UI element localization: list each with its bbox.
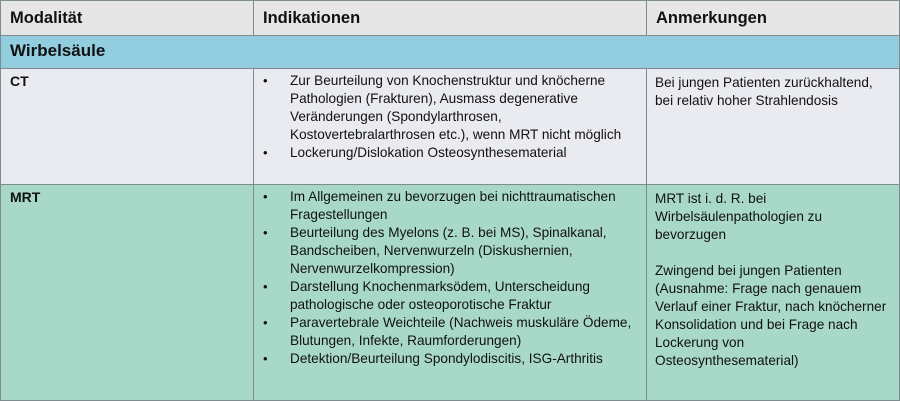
note-text: Zwingend bei jungen Patienten (Ausnahme: Frage nach genauem Verlauf einer Fraktur, nach knöcherner Konsolidation und bei Frage nach Lockerung von Osteosynthesematerial) [655, 263, 887, 368]
modality-mrt: MRT [1, 185, 254, 401]
table-row [1, 69, 900, 185]
table-row [1, 185, 900, 401]
list-item: • Paravertebrale Weichteile (Nachweis muskuläre Ödeme, Blutungen, Infekte, Raumforderungen) [254, 314, 646, 350]
note-text: Bei jungen Patienten zurückhaltend, bei relativ hoher Strahlendosis [655, 75, 873, 108]
indications-list [254, 185, 646, 368]
list-item: • Beurteilung des Myelons (z. B. bei MS), Spinalkanal, Bandscheiben, Nervenwurzeln (Diskushernien, Nervenwurzelkompression) [254, 224, 646, 278]
section-title: Wirbelsäule [1, 36, 900, 69]
list-item: • Detektion/Beurteilung Spondylodiscitis, ISG-Arthritis [254, 350, 646, 368]
header-indications: Indikationen [254, 1, 647, 36]
indications-cell [254, 69, 647, 185]
list-item: • Darstellung Knochenmarksödem, Unterscheidung pathologische oder osteoporotische Fraktur [254, 278, 646, 314]
notes-cell [647, 185, 900, 401]
section-row [1, 36, 900, 69]
header-modality: Modalität [1, 1, 254, 36]
list-item: • Lockerung/Dislokation Osteosynthesematerial [254, 144, 646, 162]
note-text: MRT ist i. d. R. bei Wirbelsäulenpathologien zu bevorzugen [655, 191, 823, 242]
header-row [1, 1, 900, 36]
header-notes: Anmerkungen [647, 1, 900, 36]
indications-cell [254, 185, 647, 401]
indications-list [254, 69, 646, 162]
list-item: • Zur Beurteilung von Knochenstruktur und knöcherne Pathologien (Frakturen), Ausmass degenerative Veränderungen (Spondylarthrosen, Kostovertebralarthrosen etc.), wenn MRT nicht möglich [254, 72, 646, 144]
notes-cell [647, 69, 900, 185]
modality-ct: CT [1, 69, 254, 185]
list-item: • Im Allgemeinen zu bevorzugen bei nichttraumatischen Fragestellungen [254, 188, 646, 224]
